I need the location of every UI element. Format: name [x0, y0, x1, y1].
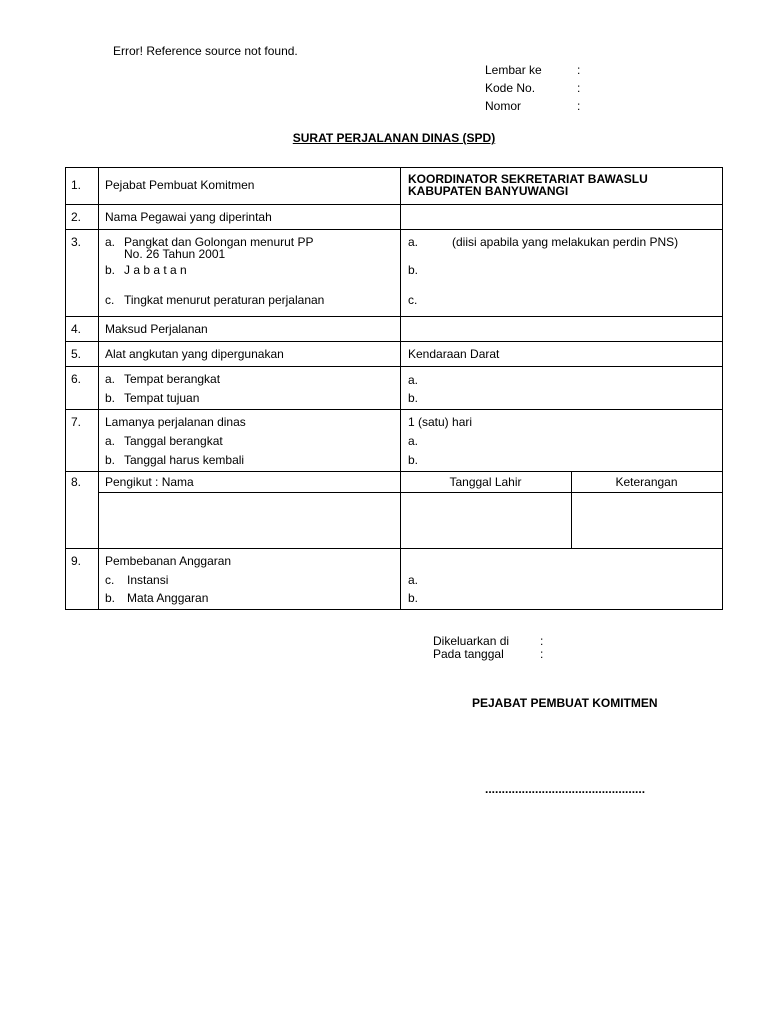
meta-kode-label: Kode No. — [485, 81, 536, 95]
meta-nomor-label: Nomor — [485, 99, 522, 113]
row-divider — [65, 341, 723, 342]
row-label: Pembebanan Anggaran — [105, 554, 232, 568]
row-label: Tanggal harus kembali — [124, 453, 245, 467]
row-divider — [98, 492, 723, 493]
row-divider — [65, 471, 723, 472]
col-divider — [400, 167, 401, 609]
row-label: Instansi — [127, 573, 169, 587]
row-label: Lamanya perjalanan dinas — [105, 415, 246, 429]
row-divider — [65, 548, 723, 549]
row-label: Tanggal berangkat — [124, 434, 223, 448]
row-number: 5. — [71, 347, 82, 361]
row-label: Tempat tujuan — [124, 391, 200, 405]
row-label: J a b a t a n — [124, 263, 187, 277]
row-number: 2. — [71, 210, 82, 224]
row-value: Kendaraan Darat — [408, 347, 500, 361]
row-divider — [65, 204, 723, 205]
row-note: (diisi apabila yang melakukan perdin PNS) — [452, 235, 679, 249]
meta-lembar-sep: : — [577, 63, 581, 77]
row-divider — [65, 409, 723, 410]
row-number: 8. — [71, 475, 82, 489]
item-marker: a. — [408, 573, 419, 587]
row-number: 4. — [71, 322, 82, 336]
row-label: Nama Pegawai yang diperintah — [105, 210, 272, 224]
item-marker: b. — [105, 263, 116, 277]
item-marker: b. — [105, 453, 116, 467]
issued-at-label: Dikeluarkan di — [433, 634, 510, 648]
column-header: Keterangan — [615, 475, 678, 489]
item-marker: b. — [408, 263, 419, 277]
document-title: SURAT PERJALANAN DINAS (SPD) — [292, 131, 496, 145]
row-label: No. 26 Tahun 2001 — [124, 247, 226, 261]
issued-date-label: Pada tanggal — [433, 647, 504, 661]
row-number: 1. — [71, 178, 82, 192]
row-value: KABUPATEN BANYUWANGI — [408, 184, 569, 198]
row-label: Maksud Perjalanan — [105, 322, 208, 336]
row-label: Pejabat Pembuat Komitmen — [105, 178, 255, 192]
meta-lembar-label: Lembar ke — [485, 63, 542, 77]
column-header: Tanggal Lahir — [449, 475, 522, 489]
row-number: 6. — [71, 372, 82, 386]
issued-date-sep: : — [540, 647, 544, 661]
item-marker: b. — [105, 391, 116, 405]
item-marker: c. — [105, 293, 115, 307]
error-reference-text: Error! Reference source not found. — [113, 44, 298, 58]
row-label: Mata Anggaran — [127, 591, 209, 605]
item-marker: c. — [105, 573, 115, 587]
item-marker: a. — [105, 235, 116, 249]
row-number: 9. — [71, 554, 82, 568]
item-marker: b. — [408, 391, 419, 405]
item-marker: b. — [105, 591, 116, 605]
row-label: Pengikut : Nama — [105, 475, 194, 489]
meta-nomor-sep: : — [577, 99, 581, 113]
row-value: KOORDINATOR SEKRETARIAT BAWASLU — [408, 172, 648, 186]
item-marker: b. — [408, 453, 419, 467]
row-number: 7. — [71, 415, 82, 429]
row-label: Tingkat menurut peraturan perjalanan — [124, 293, 325, 307]
item-marker: a. — [105, 434, 116, 448]
item-marker: c. — [408, 293, 418, 307]
meta-kode-sep: : — [577, 81, 581, 95]
signatory-title: PEJABAT PEMBUAT KOMITMEN — [472, 696, 658, 710]
item-marker: b. — [408, 591, 419, 605]
row-divider — [65, 229, 723, 230]
issued-at-sep: : — [540, 634, 544, 648]
row-label: Pangkat dan Golongan menurut PP — [124, 235, 314, 249]
item-marker: a. — [408, 373, 419, 387]
col-divider — [98, 167, 99, 609]
row-divider — [65, 316, 723, 317]
signature-line: ................................................ — [485, 782, 646, 796]
item-marker: a. — [408, 434, 419, 448]
row-value: 1 (satu) hari — [408, 415, 473, 429]
item-marker: a. — [408, 235, 419, 249]
table-border-left — [65, 167, 66, 609]
row-label: Tempat berangkat — [124, 372, 221, 386]
row-number: 3. — [71, 235, 82, 249]
row-divider — [65, 366, 723, 367]
table-border-bottom — [65, 609, 723, 610]
table-border-right — [722, 167, 723, 609]
table-border-top — [65, 167, 723, 168]
item-marker: a. — [105, 372, 116, 386]
row-label: Alat angkutan yang dipergunakan — [105, 347, 284, 361]
